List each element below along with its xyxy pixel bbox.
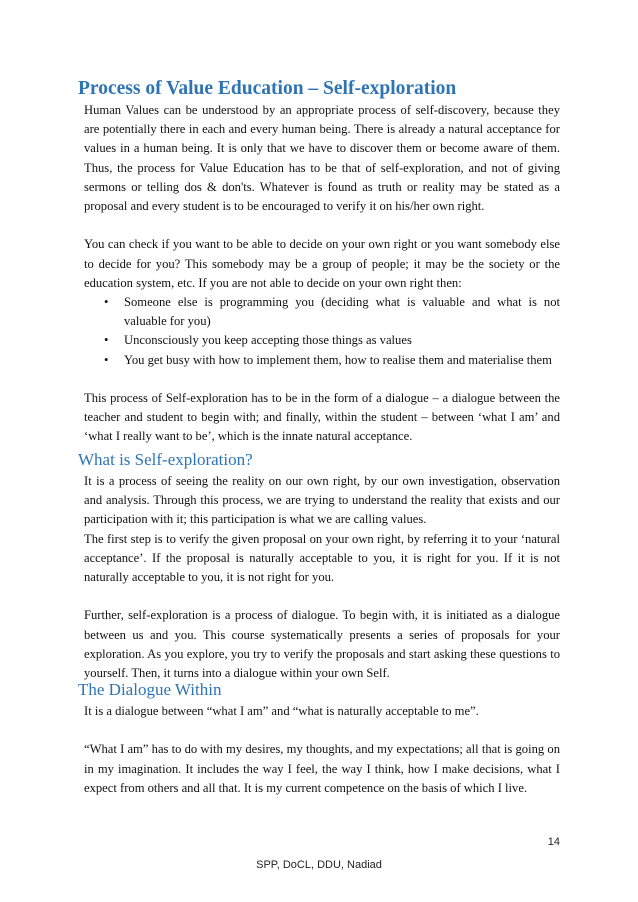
- dialogue-within-section: [84, 702, 560, 798]
- dialogue-paragraph-1: It is a dialogue between “what I am” and “what is naturally acceptable to me”.: [84, 704, 479, 718]
- bullet-list: [84, 293, 560, 370]
- list-item: • You get busy with how to implement them, how to realise them and materialise them: [84, 351, 560, 370]
- intro-paragraph-3: This process of Self-exploration has to be in the form of a dialogue – a dialogue between the teacher and student to begin with; and finally, within the student – between ‘what I am’ and ‘what I really want to be’, which is the innate natural acceptance.: [84, 391, 560, 444]
- intro-paragraph-1: Human Values can be understood by an appropriate process of self-discovery, because they are potentially there in each and every human being. There is already a natural acceptance for values in a human being. It is only that we have to discover them or become aware of them. Thus, the process for Value Education has to be that of self-exploration, and not of giving sermons or telling dos & don'ts. Whatever is found as truth or reality may be stated as a proposal and every student is to be encouraged to verify it on his/her own right.: [84, 103, 560, 214]
- self-exploration-paragraph-3: Further, self-exploration is a process of dialogue. To begin with, it is initiated as a dialogue between us and you. This course systematically presents a series of proposals for your exploration. As you explore, you try to verify the proposals and start asking these questions to yourself. Then, it turns into a dialogue within your own Self.: [84, 608, 560, 681]
- bullet-icon: •: [104, 295, 109, 310]
- section-heading-dialogue-within: The Dialogue Within: [78, 680, 222, 699]
- bullet-icon: •: [104, 333, 109, 348]
- bullet-icon: •: [104, 352, 109, 367]
- self-exploration-section: [84, 472, 560, 683]
- page-number: 14: [547, 836, 560, 848]
- intro-section: [84, 101, 560, 447]
- section-heading-self-exploration: What is Self-exploration?: [78, 450, 253, 469]
- list-item: • Someone else is programming you (deciding what is valuable and what is not valuable for you): [104, 295, 560, 329]
- dialogue-paragraph-2: “What I am” has to do with my desires, my thoughts, and my expectations; all that is going on in my imagination. It includes the way I feel, the way I think, how I make decisions, what I expect from others and all that. It is my current competence on the basis of which I live.: [84, 742, 560, 795]
- self-exploration-paragraph-1: It is a process of seeing the reality on our own right, by our own investigation, observation and analysis. Through this process, we are trying to understand the reality that exists and our participation with it; this participation is what we are calling values.: [84, 474, 560, 527]
- list-item: • Unconsciously you keep accepting those things as values: [84, 331, 560, 350]
- page-title: Process of Value Education – Self-exploration: [78, 78, 457, 99]
- self-exploration-paragraph-2: The first step is to verify the given proposal on your own right, by referring it to your ‘natural acceptance’. If the proposal is naturally acceptable to you, it is right for you. If it is not naturally acceptable to you, it is not right for you.: [84, 531, 560, 585]
- page-footer: SPP, DoCL, DDU, Nadiad: [256, 859, 382, 871]
- intro-paragraph-2: You can check if you want to be able to decide on your own right or you want somebody else to decide for you? This somebody may be a group of people; it may be the society or the education system, etc. If you are not able to decide on your own right then:: [84, 237, 560, 290]
